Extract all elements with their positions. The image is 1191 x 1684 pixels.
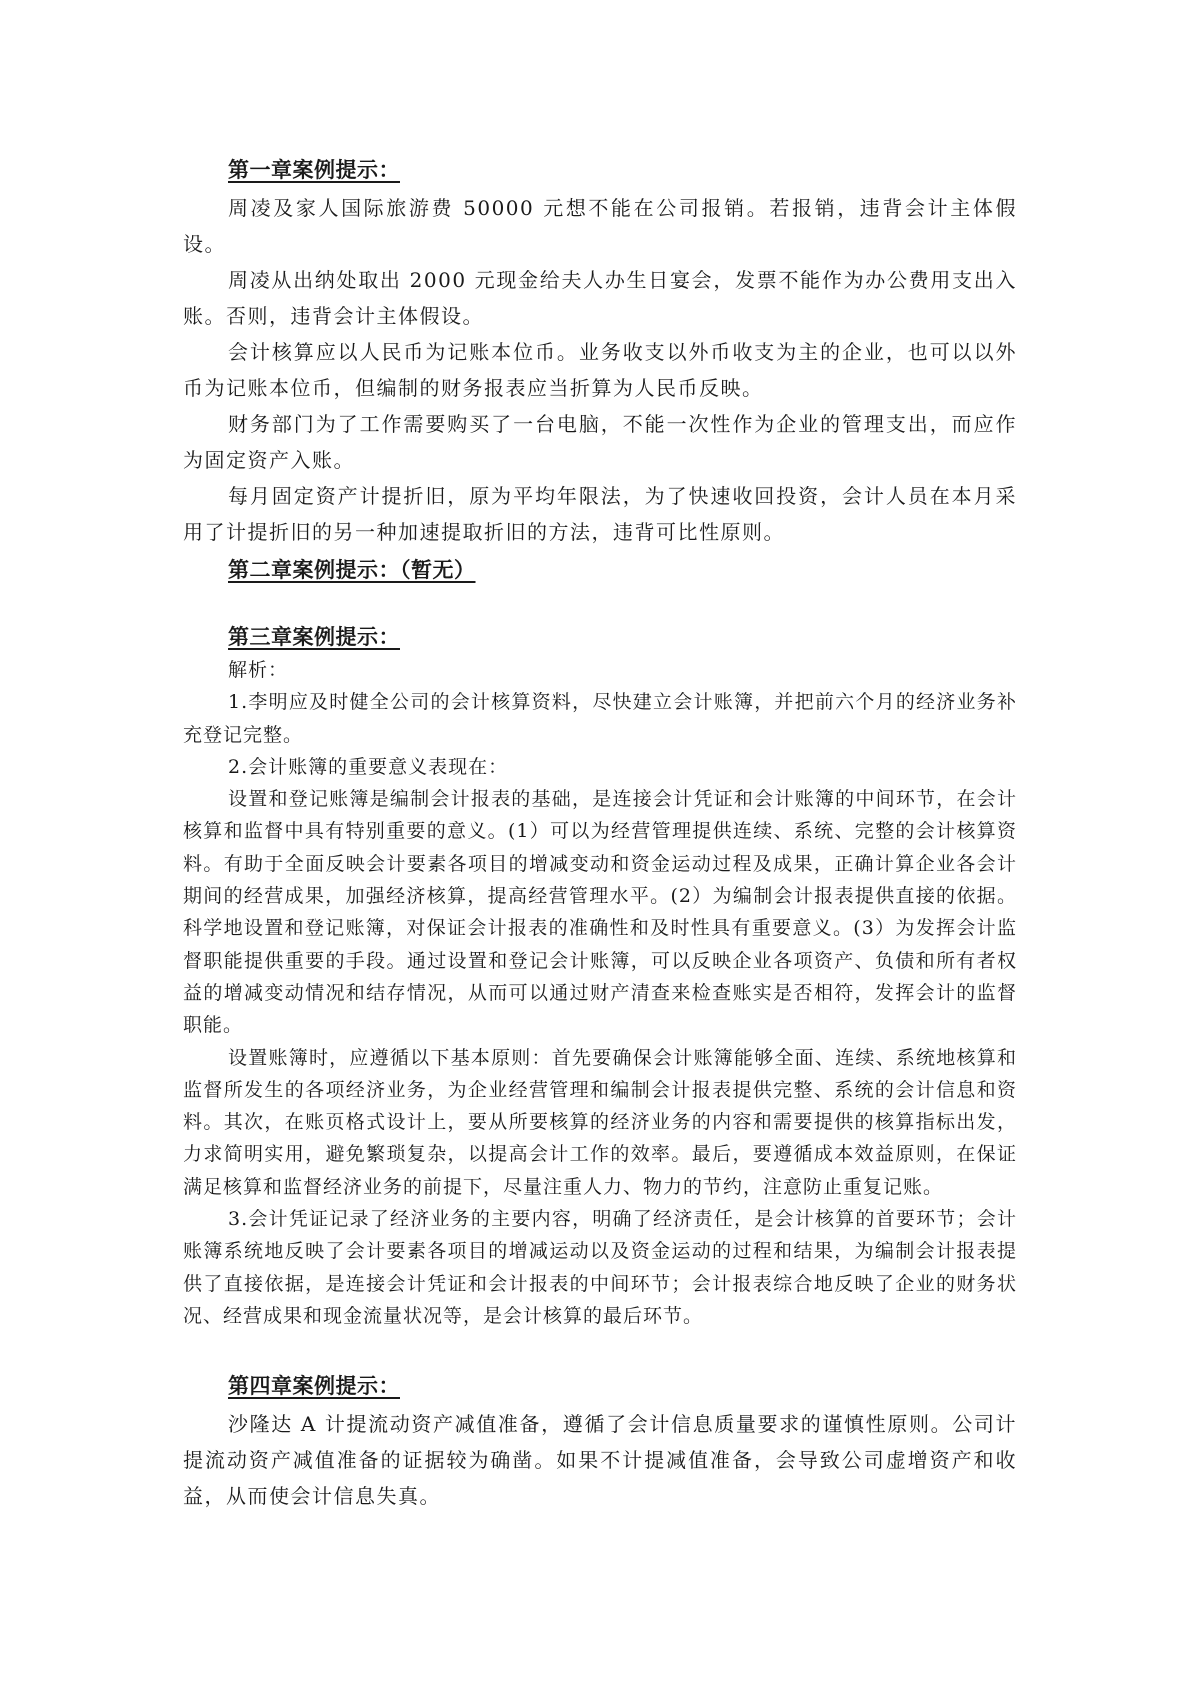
chapter3-section: [183, 620, 1017, 1332]
chapter3-paragraph: 设置和登记账簿是编制会计报表的基础，是连接会计凭证和会计账簿的中间环节，在会计核算和监督中具有特别重要的意义。(1）可以为经营管理提供连续、系统、完整的会计核算资料。有助于全面反映会计要素各项目的增减变动和资金运动过程及成果，正确计算企业各会计期间的经营成果，加强经济核算，提高经营管理水平。(2）为编制会计报表提供直接的依据。科学地设置和登记账簿，对保证会计报表的准确性和及时性具有重要意义。(3）为发挥会计监督职能提供重要的手段。通过设置和登记会计账簿，可以反映企业各项资产、负债和所有者权益的增减变动情况和结存情况，从而可以通过财产清查来检查账实是否相符，发挥会计的监督职能。: [183, 788, 1017, 1037]
chapter1-paragraph: 每月固定资产计提折旧，原为平均年限法，为了快速收回投资，会计人员在本月采用了计提折旧的另一种加速提取折旧的方法，违背可比性原则。: [183, 484, 1017, 544]
chapter3-paragraph: 2.会计账簿的重要意义表现在：: [228, 755, 509, 778]
chapter2-section: [183, 550, 1017, 590]
document-page: [183, 150, 1017, 1514]
chapter1-paragraph: 周凌从出纳处取出 2000 元现金给夫人办生日宴会，发票不能作为办公费用支出入账。否则，违背会计主体假设。: [183, 268, 1017, 328]
chapter1-heading: 第一章案例提示：: [228, 157, 400, 182]
chapter3-paragraph: 1.李明应及时健全公司的会计核算资料，尽快建立会计账簿，并把前六个月的经济业务补充登记完整。: [183, 691, 1017, 746]
chapter4-heading: 第四章案例提示：: [228, 1373, 400, 1399]
chapter3-paragraph: 解析：: [228, 659, 289, 681]
chapter1-section: [183, 150, 1017, 550]
chapter1-paragraph: 周凌及家人国际旅游费 50000 元想不能在公司报销。若报销，违背会计主体假设。: [183, 196, 1017, 256]
chapter2-heading: 第二章案例提示：（暂无）: [228, 557, 476, 582]
chapter3-paragraph: 设置账簿时，应遵循以下基本原则：首先要确保会计账簿能够全面、连续、系统地核算和监督所发生的各项经济业务，为企业经营管理和编制会计报表提供完整、系统的会计信息和资料。其次，在账页格式设计上，要从所要核算的经济业务的内容和需要提供的核算指标出发，力求简明实用，避免繁琐复杂，以提高会计工作的效率。最后，要遵循成本效益原则，在保证满足核算和监督经济业务的前提下，尽量注重人力、物力的节约，注意防止重复记账。: [183, 1046, 1017, 1198]
chapter4-paragraph: 沙隆达 A 计提流动资产减值准备，遵循了会计信息质量要求的谨慎性原则。公司计提流动资产减值准备的证据较为确凿。如果不计提减值准备，会导致公司虚增资产和收益，从而使会计信息失真。: [183, 1412, 1017, 1509]
chapter3-paragraph: 3.会计凭证记录了经济业务的主要内容，明确了经济责任，是会计核算的首要环节；会计账簿系统地反映了会计要素各项目的增减运动以及资金运动的过程和结果，为编制会计报表提供了直接依据，是连接会计凭证和会计报表的中间环节；会计报表综合地反映了企业的财务状况、经营成果和现金流量状况等，是会计核算的最后环节。: [183, 1208, 1017, 1327]
chapter1-paragraph: 财务部门为了工作需要购买了一台电脑，不能一次性作为企业的管理支出，而应作为固定资产入账。: [183, 412, 1017, 472]
chapter4-section: [183, 1366, 1017, 1514]
chapter3-heading: 第三章案例提示：: [228, 624, 400, 649]
chapter1-paragraph: 会计核算应以人民币为记账本位币。业务收支以外币收支为主的企业，也可以以外币为记账本位币，但编制的财务报表应当折算为人民币反映。: [183, 340, 1017, 400]
